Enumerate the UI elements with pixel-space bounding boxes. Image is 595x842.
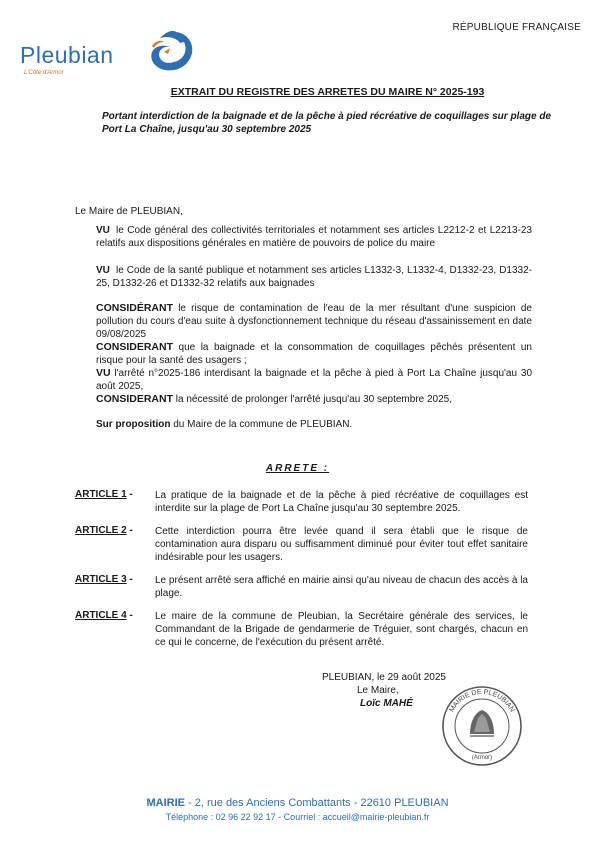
svg-text:MAIRIE DE PLEUBIAN xyxy=(449,689,516,714)
article-4-text: Le maire de la commune de Pleubian, la Secrétaire générale des services, le Commandant de la Brigade de gendarmerie de Tréguier, sont chargés, chacun en ce qui le concerne, de l'exécution du présent arrêté. xyxy=(155,611,528,648)
considerant-paragraph-1 xyxy=(96,302,532,341)
footer-address: - 2, rue des Anciens Combattants - 22610 PLEUBIAN xyxy=(184,797,449,809)
vu-lead: VU xyxy=(96,225,110,236)
considerant-lead: CONSIDERANT xyxy=(96,341,174,353)
considerant-lead: VU xyxy=(96,367,111,379)
arrete-heading xyxy=(0,463,595,474)
footer-contact: Téléphone : 02 96 22 92 17 - Courriel : accueil@mairie-pleubian.fr xyxy=(165,812,430,822)
stamp-bottom-text: (Armor) xyxy=(471,755,493,761)
considerant-text: la nécessité de prolonger l'arrêté jusqu'au 30 septembre 2025, xyxy=(175,394,453,405)
considerant-text: le risque de contamination de l'eau de la mer résultant d'une suspicion de pollution du cours d'eau suite à dysfonctionnement technique du réseau d'assainissement en date 09/08/2025 xyxy=(96,303,532,340)
considerant-paragraph-2 xyxy=(96,341,532,367)
article-4-label: ARTICLE 4 - xyxy=(75,610,133,621)
proposition-line xyxy=(96,418,352,431)
considerant-text: que la baignade et la consommation de coquillages pêchés présentent un risque pour la santé des usagers ; xyxy=(96,342,532,366)
republique-francaise-label: RÉPUBLIQUE FRANÇAISE xyxy=(452,22,581,33)
considerant-text: l'arrêté n°2025-186 interdisant la baignade et la pêche à pied à Port La Chaîne jusqu'au 30 août 2025, xyxy=(96,368,532,392)
article-label-text: ARTICLE 1 xyxy=(75,489,127,500)
proposition-text: du Maire de la commune de PLEUBIAN. xyxy=(173,419,353,430)
article-label-text: ARTICLE 4 xyxy=(75,610,127,621)
stamp-text: MAIRIE DE PLEUBIAN xyxy=(448,688,516,714)
article-3-text: Le présent arrêté sera affiché en mairie ainsi qu'au niveau de chacun des accès à la plage. xyxy=(155,575,528,599)
article-label-text: ARTICLE 2 xyxy=(75,525,127,536)
considerant-lead: CONSIDÉRANT xyxy=(96,302,174,314)
vu-text: le Code général des collectivités territoriales et notamment ses articles L2212-2 et L2213-23 relatifs aux dispositions générales en matière de pouvoirs de police du maire xyxy=(96,225,532,249)
considerant-lead: CONSIDERANT xyxy=(96,393,174,405)
article-2-label: ARTICLE 2 - xyxy=(75,525,133,536)
vu-arrete-paragraph xyxy=(96,367,532,393)
article-label-text: ARTICLE 3 xyxy=(75,574,127,585)
maire-line: Le Maire de PLEUBIAN, xyxy=(75,206,183,217)
vu-paragraph-2 xyxy=(96,264,532,290)
logo-wordmark: Pleubian xyxy=(20,42,114,68)
signature-role: Le Maire, xyxy=(357,685,399,696)
mairie-stamp-icon xyxy=(440,684,524,768)
vu-lead: VU xyxy=(96,265,110,276)
arrete-heading-text: ARRETE : xyxy=(265,463,330,474)
vu-text: le Code de la santé publique et notamment ses articles L1332-3, L1332-4, D1332-23, D1332-25, D1332-26 et D1332-32 relatifs aux baignades xyxy=(96,265,532,289)
proposition-lead: Sur proposition xyxy=(96,419,171,430)
pleubian-logo xyxy=(16,24,201,82)
article-3-label: ARTICLE 3 - xyxy=(75,574,133,585)
logo-tagline: L'Côte d'Armor xyxy=(24,70,64,76)
signature-place-date: PLEUBIAN, le 29 août 2025 xyxy=(322,672,446,683)
article-1-label: ARTICLE 1 - xyxy=(75,489,133,500)
footer xyxy=(0,797,595,822)
considerant-paragraph-3 xyxy=(96,393,532,406)
footer-address-line xyxy=(0,797,595,809)
article-2-text: Cette interdiction pourra être levée quand il sera établi que le risque de contamination aura disparu ou suffisamment diminué pour éviter tout effet sanitaire indésirable pour les usagers. xyxy=(155,526,528,563)
document-subtitle: Portant interdiction de la baignade et de la pêche à pied récréative de coquillages sur plage de Port La Chaîne, jusqu'au 30 septembre 2025 xyxy=(102,111,552,135)
footer-mairie-label: MAIRIE xyxy=(146,797,185,809)
document-title: EXTRAIT DU REGISTRE DES ARRETES DU MAIRE N° 2025-193 xyxy=(170,86,485,98)
article-1-text: La pratique de la baignade et de la pêche à pied récréative de coquillages est interdite sur la plage de Port La Chaîne jusqu'au 30 septembre 2025. xyxy=(155,490,528,514)
vu-paragraph-1 xyxy=(96,224,532,250)
signature-name: Loïc MAHÉ xyxy=(360,698,413,709)
